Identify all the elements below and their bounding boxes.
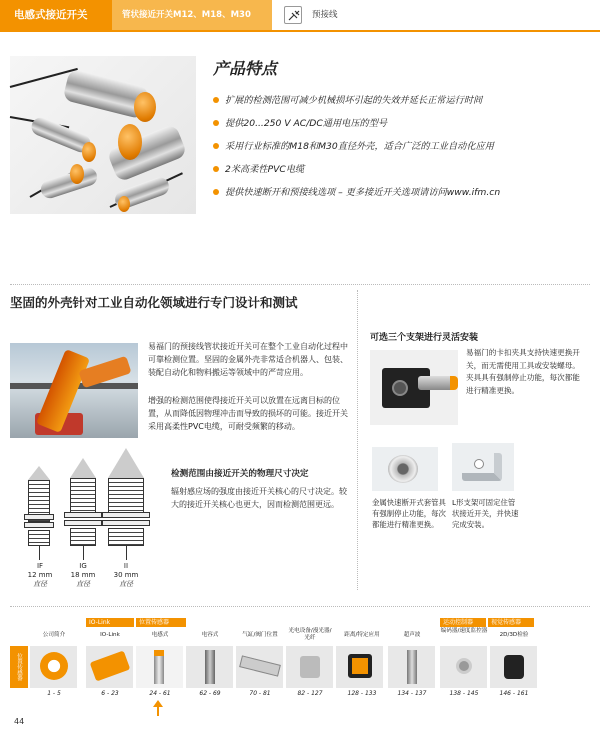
nav-category-vision[interactable]: 视觉传感器: [488, 618, 534, 627]
nav-tile-cylinder[interactable]: [236, 646, 284, 688]
mounting-title: 可选三个支架进行灵活安装: [370, 333, 479, 343]
size-heading: 检测范围由接近开关的物理尺寸决定: [171, 469, 309, 479]
nav-side-label: 位置传感器: [10, 646, 28, 688]
nav-category-motion[interactable]: 运动控制器: [440, 618, 486, 627]
nav-pages: 82 - 127: [297, 690, 323, 697]
product-features: [213, 56, 593, 204]
ultrasonic-sensor-icon: [407, 650, 417, 684]
nav-label: 光电设备/漫光器/光纤: [288, 628, 332, 641]
nav-label: IO-Link: [100, 632, 120, 638]
nav-label: 气缸/阀门位置: [242, 632, 278, 638]
header-tab-tubular[interactable]: 管状接近开关M12、M18、M30: [112, 0, 272, 30]
robot-photo: [10, 343, 138, 438]
nav-label: 电感式: [151, 632, 169, 638]
nav-label: 编码器/速度监控器: [440, 628, 488, 634]
header-rule: [0, 30, 600, 32]
l-bracket-photo: [452, 443, 514, 491]
section-divider: [10, 284, 590, 285]
nav-pages: 70 - 81: [249, 690, 271, 697]
hero-product-photo: [10, 56, 196, 214]
features-title: 产品特点: [213, 59, 278, 78]
nav-pages: 24 - 61: [149, 690, 171, 697]
page-header: [0, 0, 600, 30]
nav-tile-encoder[interactable]: [440, 646, 488, 688]
nav-tile-ultrasonic[interactable]: [388, 646, 436, 688]
nav-tile-photoelectric[interactable]: [286, 646, 334, 688]
nav-pages: 134 - 137: [397, 690, 427, 697]
feature-item: 提供20...250 V AC/DC通用电压的型号: [213, 112, 593, 135]
feature-item: 采用行业标准的M18和M30直径外壳，适合广泛的工业自动化应用: [213, 135, 593, 158]
nav-category-iolink[interactable]: IO-Link: [86, 618, 134, 627]
nav-tile-vision[interactable]: [490, 646, 538, 688]
sleeve-caption: 金属快速断开式套管具有强制停止功能，每次都能进行精准更换。: [372, 498, 446, 529]
size-label-ii: II 30 mm 直径: [113, 562, 139, 588]
nav-pages: 6 - 23: [101, 690, 119, 697]
mounting-description: 易福门的卡扣夹具支持快速更换开关，而无需使用工具或安装螺母。夹具具有强制停止功能，每次都能进行精准更换。: [466, 348, 580, 395]
nav-label: 距离/特定应用: [344, 632, 380, 638]
nav-pages: 128 - 133: [347, 690, 377, 697]
iolink-module-icon: [90, 650, 131, 681]
size-paragraph: 辐射感应场的强度由接近开关核心的尺寸决定。较大的接近开关核心也更大，因而检测范围更远。: [171, 487, 347, 509]
quick-disconnect-sleeve-photo: [372, 447, 438, 491]
nav-label: 公司简介: [42, 632, 66, 638]
nav-pages: 1 - 5: [47, 690, 61, 697]
header-connector-label: 预接线: [312, 10, 338, 20]
feature-item: 提供快速断开和预接线选项 – 更多接近开关选项请访问www.ifm.cn: [213, 181, 593, 204]
feature-item: 扩展的检测范围可减少机械损坏引起的失效并延长正常运行时间: [213, 89, 593, 112]
nav-tile-inductive[interactable]: [136, 646, 184, 688]
distance-sensor-icon: [348, 654, 372, 678]
column-divider: [357, 290, 358, 590]
nav-pages: 146 - 161: [499, 690, 529, 697]
nav-tile-iolink[interactable]: [86, 646, 134, 688]
encoder-icon: [456, 658, 472, 674]
nav-tile-company[interactable]: [30, 646, 78, 688]
nav-pages: 138 - 145: [449, 690, 479, 697]
size-label-if: IF 12 mm 直径: [27, 562, 53, 588]
ifm-logo-icon: [40, 652, 68, 680]
cylinder-sensor-icon: [239, 655, 281, 676]
connector-icon: [284, 6, 302, 24]
range-paragraph: 增强的检测范围使得接近开关可以放置在远离目标的位置，从而降低因物理冲击而导致的损坏的可能。接近开关采用高柔性PVC电缆，可耐受频繁的移动。: [148, 396, 348, 431]
nav-label: 电容式: [201, 632, 219, 638]
nav-label: 2D/3D检验: [499, 632, 529, 638]
nav-tile-capacitive[interactable]: [186, 646, 234, 688]
features-list: [213, 89, 593, 204]
capacitive-sensor-icon: [205, 650, 215, 684]
nav-divider: [10, 606, 590, 607]
current-section-arrow-stem: [157, 706, 159, 716]
nav-tile-distance[interactable]: [336, 646, 384, 688]
size-label-ig: IG 18 mm 直径: [70, 562, 96, 588]
l-bracket-caption: L形支架可固定住管状接近开关，并快速完成安装。: [452, 498, 519, 529]
vision-sensor-icon: [504, 655, 524, 679]
clamp-bracket-photo: [370, 350, 458, 425]
nav-pages: 62 - 69: [199, 690, 221, 697]
intro-paragraph: 易福门的预接线管状接近开关可在整个工业自动化过程中可靠检测位置。坚固的金属外壳非常适合机器人、包装、装配自动化和物料搬运等领域中的严苛应用。: [148, 342, 348, 377]
nav-category-position[interactable]: 位置传感器: [136, 618, 186, 627]
inductive-sensor-icon: [154, 650, 164, 684]
photoelectric-sensor-icon: [300, 656, 320, 678]
nav-label: 超声波: [403, 632, 421, 638]
header-tab-inductive[interactable]: 电感式接近开关: [0, 0, 112, 30]
page-number: 44: [14, 717, 25, 726]
section-title: 坚固的外壳针对工业自动化领域进行专门设计和测试: [10, 295, 298, 310]
feature-item: 2米高柔性PVC电缆: [213, 158, 593, 181]
